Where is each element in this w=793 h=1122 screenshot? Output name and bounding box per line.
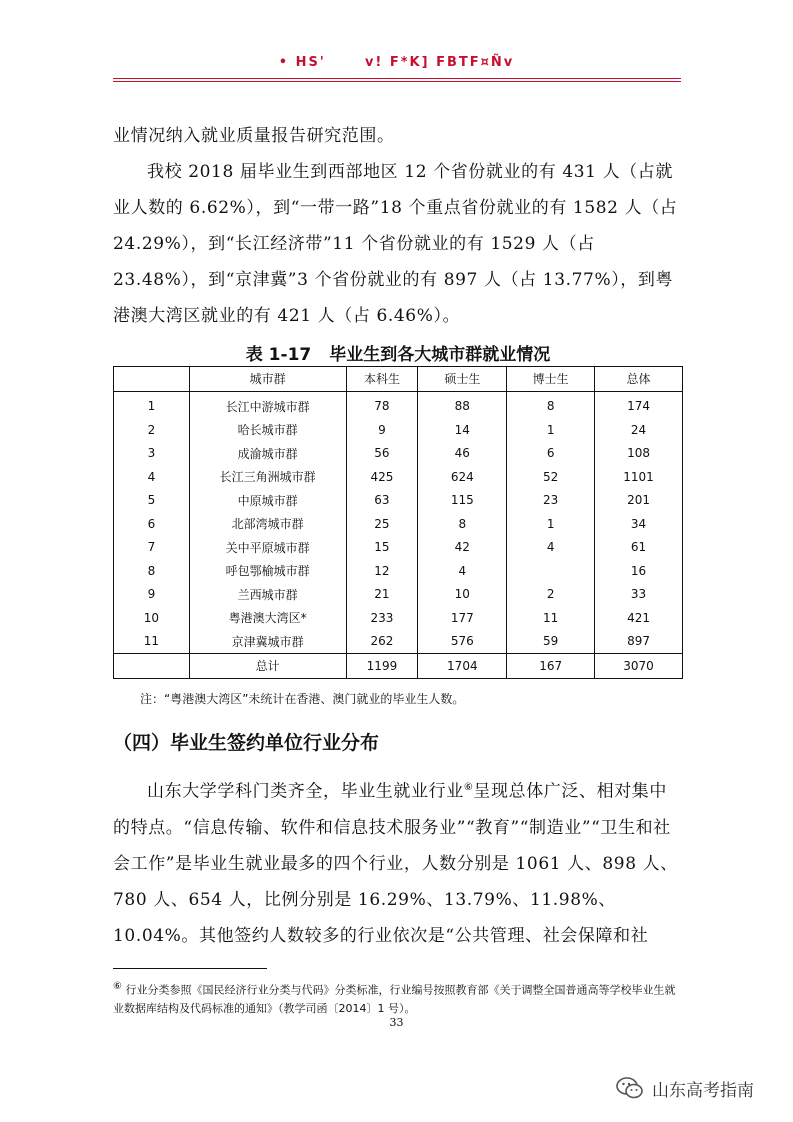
- table-cell: 33: [595, 583, 683, 607]
- table-cell: 9: [346, 418, 418, 442]
- table-row: [114, 489, 683, 513]
- paragraph-intro-tail: 业情况纳入就业质量报告研究范围。: [113, 126, 395, 146]
- header-cell: 本科生: [346, 367, 418, 392]
- table-cell: 8: [114, 559, 190, 583]
- total-cell: 3070: [595, 654, 683, 679]
- table-note: 注：“粤港澳大湾区”未统计在香港、澳门就业的毕业生人数。: [140, 692, 465, 706]
- table-cell: 23: [507, 489, 595, 513]
- table-cell: 233: [346, 606, 418, 630]
- table-cell: 12: [346, 559, 418, 583]
- table-cell: 46: [418, 442, 507, 466]
- watermark: [616, 1075, 754, 1101]
- total-cell: [114, 654, 190, 679]
- table-cell: 425: [346, 465, 418, 489]
- table-cell: 63: [346, 489, 418, 513]
- table-cell: 11: [114, 630, 190, 654]
- paragraph-western-regions: 我校 2018 届毕业生到西部地区 12 个省份就业的有 431 人（占就业人数的 6.62%），到“一带一路”18 个重点省份就业的有 1582 人（占 24.29%），到“长江经济带”11 个省份就业的有 1529 人（占 23.48%），到“京津冀”3 个省份就业的有 897 人（占 13.77%），到粤港澳大湾区就业的有 421 人（占 6.46%）。: [113, 162, 678, 326]
- table-cell: 262: [346, 630, 418, 654]
- footnote-reference: ⑥: [463, 782, 474, 793]
- total-cell: 总计: [189, 654, 346, 679]
- table-cell: 177: [418, 606, 507, 630]
- table-cell: 8: [418, 512, 507, 536]
- table-cell: 北部湾城市群: [189, 512, 346, 536]
- table-cell: 15: [346, 536, 418, 560]
- table-cell: 56: [346, 442, 418, 466]
- table-cell: 59: [507, 630, 595, 654]
- table-row: [114, 606, 683, 630]
- table-row: [114, 391, 683, 418]
- table-cell: 4: [418, 559, 507, 583]
- table-cell: 1: [114, 391, 190, 418]
- table-cell: 61: [595, 536, 683, 560]
- table-cell: 粤港澳大湾区*: [189, 606, 346, 630]
- table-row: [114, 536, 683, 560]
- paragraph-industry-distribution: [113, 770, 683, 954]
- footnote: [113, 978, 685, 1018]
- page-header: • HS' v! F*K] FBTF¤Ñv: [278, 55, 515, 70]
- table-cell: 6: [114, 512, 190, 536]
- total-cell: 167: [507, 654, 595, 679]
- table-cell: 成渝城市群: [189, 442, 346, 466]
- table-cell: [507, 559, 595, 583]
- table-number: 表 1-17: [245, 345, 312, 365]
- table-cell: 2: [114, 418, 190, 442]
- table-cell: 呼包鄂榆城市群: [189, 559, 346, 583]
- header-cell: 城市群: [189, 367, 346, 392]
- table-cell: 兰西城市群: [189, 583, 346, 607]
- table-row: [114, 512, 683, 536]
- table-cell: 长江中游城市群: [189, 391, 346, 418]
- table-cell: 9: [114, 583, 190, 607]
- table-cell: 1: [507, 512, 595, 536]
- table-total-row: [114, 654, 683, 679]
- header-cell: 总体: [595, 367, 683, 392]
- watermark-text: 山东高考指南: [652, 1080, 754, 1101]
- table-caption: 毕业生到各大城市群就业情况: [329, 345, 551, 365]
- table-cell: 24: [595, 418, 683, 442]
- table-cell: 174: [595, 391, 683, 418]
- paragraph-text: 山东大学学科门类齐全，毕业生就业行业: [147, 781, 464, 802]
- table-row: [114, 418, 683, 442]
- table-cell: 897: [595, 630, 683, 654]
- city-cluster-table: [113, 366, 683, 679]
- table-row: [114, 583, 683, 607]
- total-cell: 1199: [346, 654, 418, 679]
- table-cell: 14: [418, 418, 507, 442]
- table-cell: 10: [114, 606, 190, 630]
- table-title: [113, 340, 683, 365]
- table-cell: 11: [507, 606, 595, 630]
- footnote-marker: ⑥: [113, 981, 122, 992]
- table-cell: 6: [507, 442, 595, 466]
- table-cell: 21: [346, 583, 418, 607]
- table-cell: 4: [507, 536, 595, 560]
- page-number: 33: [389, 1016, 404, 1029]
- header-cell: [114, 367, 190, 392]
- paragraph-text: 呈现总体广泛、相对集中的特点。“信息传输、软件和信息技术服务业”“教育”“制造业”“卫生和社会工作”是毕业生就业最多的四个行业，人数分别是 1061 人、898 人、780 人、654 人，比例分别是 16.29%、13.79%、11.98%、10.04%。其他签约人数较多的行业依次是“公共管理、社会保障和社: [113, 781, 678, 946]
- table-cell: 421: [595, 606, 683, 630]
- table-cell: 1: [507, 418, 595, 442]
- table-cell: 4: [114, 465, 190, 489]
- table-cell: 78: [346, 391, 418, 418]
- table-cell: 52: [507, 465, 595, 489]
- table-cell: 2: [507, 583, 595, 607]
- section-heading: （四）毕业生签约单位行业分布: [113, 732, 380, 754]
- table-cell: 5: [114, 489, 190, 513]
- table-cell: 108: [595, 442, 683, 466]
- table-cell: 25: [346, 512, 418, 536]
- table-cell: 576: [418, 630, 507, 654]
- table-cell: 8: [507, 391, 595, 418]
- table-cell: 88: [418, 391, 507, 418]
- table-cell: 长江三角洲城市群: [189, 465, 346, 489]
- table-cell: 34: [595, 512, 683, 536]
- table-cell: 115: [418, 489, 507, 513]
- table-cell: 哈长城市群: [189, 418, 346, 442]
- table-row: [114, 442, 683, 466]
- table-cell: 201: [595, 489, 683, 513]
- table-cell: 3: [114, 442, 190, 466]
- table-row: [114, 465, 683, 489]
- footnote-divider: [113, 968, 267, 969]
- table-cell: 关中平原城市群: [189, 536, 346, 560]
- header-divider: [113, 78, 681, 82]
- table-cell: 京津冀城市群: [189, 630, 346, 654]
- table-cell: 1101: [595, 465, 683, 489]
- table-cell: 624: [418, 465, 507, 489]
- footnote-text: 行业分类参照《国民经济行业分类与代码》分类标准，行业编号按照教育部《关于调整全国普通高等学校毕业生就业数据库结构及代码标准的通知》（教学司函〔2014〕1 号）。: [113, 983, 676, 1015]
- table-header-row: [114, 367, 683, 392]
- table-cell: 7: [114, 536, 190, 560]
- table-cell: 中原城市群: [189, 489, 346, 513]
- total-cell: 1704: [418, 654, 507, 679]
- table-cell: 16: [595, 559, 683, 583]
- table-cell: 42: [418, 536, 507, 560]
- wechat-icon: [616, 1076, 644, 1100]
- table-row: [114, 559, 683, 583]
- table-row: [114, 630, 683, 654]
- header-cell: 硕士生: [418, 367, 507, 392]
- table-cell: 10: [418, 583, 507, 607]
- header-cell: 博士生: [507, 367, 595, 392]
